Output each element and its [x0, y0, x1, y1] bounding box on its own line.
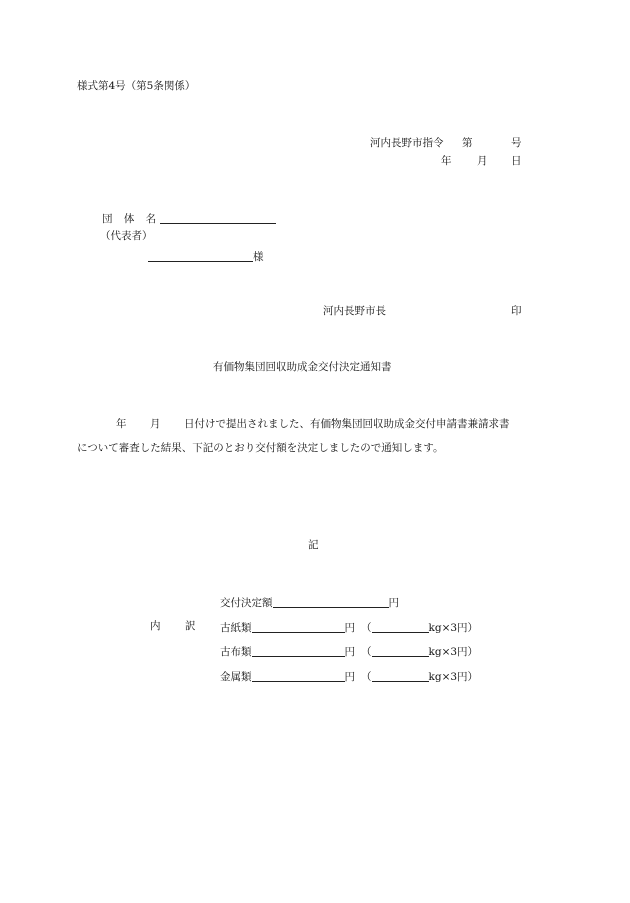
item-kg-blank [372, 621, 429, 633]
item-yen: 円 [344, 646, 355, 658]
body-year: 年 [116, 418, 127, 430]
org-name-blank [160, 212, 276, 224]
body-line-1: 日付けで提出されました、有価物集団回収助成金交付申請書兼請求書 [184, 418, 510, 430]
representative-blank [148, 250, 253, 262]
directive-number-label: 河内長野市指令 [370, 137, 444, 149]
seal-mark: 印 [511, 305, 522, 317]
body-month: 月 [150, 418, 161, 430]
item-yen: 円 [344, 622, 355, 634]
honorific-sama: 様 [253, 251, 264, 263]
org-name-row [102, 212, 276, 225]
item-yen: 円 [344, 671, 355, 683]
sender-title: 河内長野市長 [323, 305, 386, 317]
item-row [220, 621, 478, 634]
item-label: 古布類 [220, 646, 252, 658]
item-kg-blank [372, 670, 429, 682]
representative-label: （代表者） [100, 230, 153, 242]
item-rate: kg×3円） [428, 646, 479, 658]
date-day: 日 [511, 155, 522, 167]
org-name-label: 団 体 名 [102, 213, 161, 225]
body-line-2: について審査した結果、下記のとおり交付額を決定しましたので通知します。 [77, 442, 444, 454]
document-title: 有価物集団回収助成金交付決定通知書 [213, 361, 392, 373]
form-number: 様式第4号（第5条関係） [77, 80, 196, 92]
item-rate: kg×3円） [428, 622, 479, 634]
directive-go: 号 [511, 137, 522, 149]
total-amount-label: 交付決定額 [220, 597, 273, 609]
breakdown-label-1: 内 [150, 620, 161, 632]
total-amount-row [220, 596, 399, 609]
total-amount-yen: 円 [388, 597, 399, 609]
item-amount-blank [252, 670, 345, 682]
ki-heading: 記 [308, 539, 319, 551]
breakdown-label-2: 訳 [185, 620, 196, 632]
date-year: 年 [441, 155, 452, 167]
item-label: 古紙類 [220, 622, 252, 634]
item-kg-blank [372, 645, 429, 657]
item-label: 金属類 [220, 671, 252, 683]
item-paren-open: （ [361, 671, 372, 683]
item-row [220, 645, 478, 658]
item-amount-blank [252, 645, 345, 657]
item-amount-blank [252, 621, 345, 633]
date-month: 月 [477, 155, 488, 167]
item-paren-open: （ [361, 622, 372, 634]
representative-row [148, 250, 264, 263]
item-row [220, 670, 478, 683]
directive-dai: 第 [462, 137, 473, 149]
total-amount-blank [273, 596, 389, 608]
item-rate: kg×3円） [428, 671, 479, 683]
item-paren-open: （ [361, 646, 372, 658]
